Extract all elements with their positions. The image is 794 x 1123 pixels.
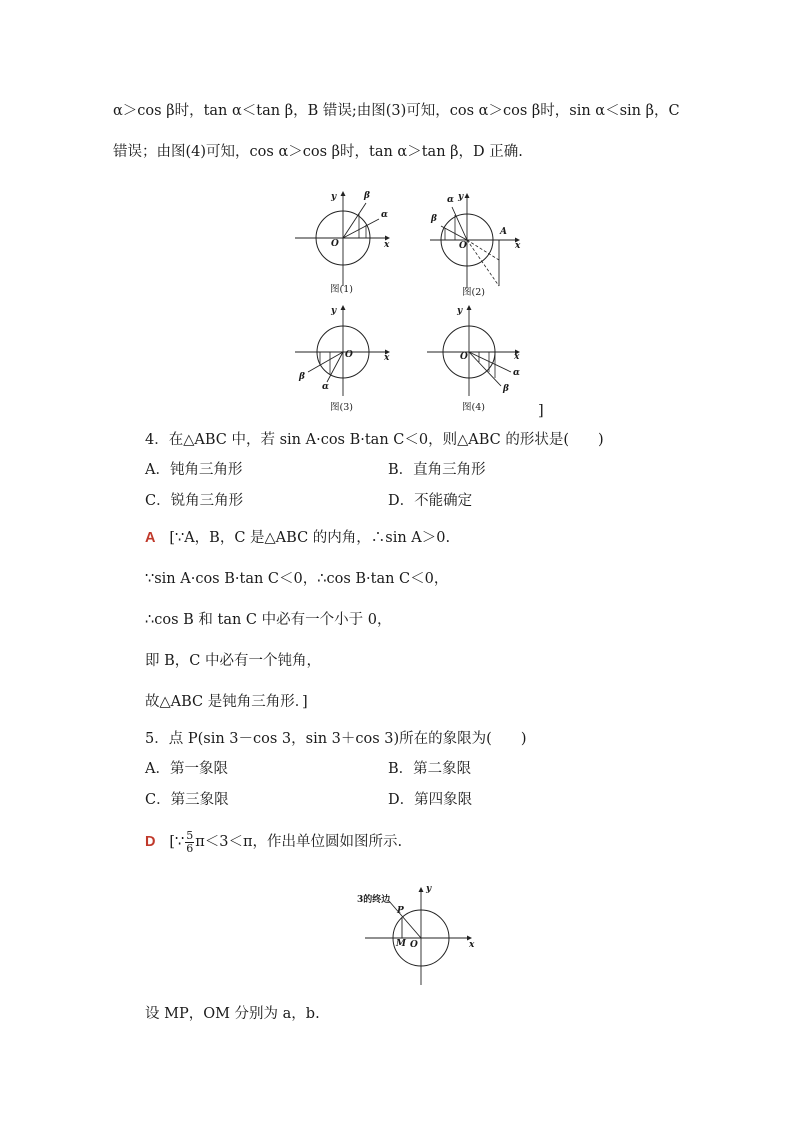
fig5-m-label: M bbox=[396, 939, 406, 949]
fig4-alpha-label: α bbox=[513, 368, 520, 378]
figure-3 bbox=[293, 300, 403, 400]
fig1-beta-label: β bbox=[364, 191, 370, 201]
fig4-caption: 图(4) bbox=[462, 402, 485, 413]
q4-answer-badge: A bbox=[145, 530, 156, 546]
q5-solution-post: π＜3＜π，作出单位圆如图所示. bbox=[195, 834, 403, 850]
intro-line-2: 错误；由图(4)可知，cos α＞cos β时，tan α＞tan β，D 正确. bbox=[113, 144, 523, 160]
q5-solution-pre: [∵ bbox=[169, 834, 185, 850]
figure-1 bbox=[293, 186, 403, 296]
fig1-x-label: x bbox=[384, 240, 390, 250]
q5-solution-line-1 bbox=[145, 828, 402, 856]
q5-stem: 5．点 P(sin 3－cos 3，sin 3＋cos 3)所在的象限为( ) bbox=[145, 731, 527, 747]
fig2-caption: 图(2) bbox=[462, 287, 485, 298]
q4-option-a: A．钝角三角形 bbox=[145, 462, 243, 478]
q5-option-b: B．第二象限 bbox=[388, 761, 472, 777]
q4-solution-line-2: ∵sin A·cos B·tan C＜0，∴cos B·tan C＜0， bbox=[145, 571, 449, 587]
fig2-x-label: x bbox=[515, 241, 521, 251]
figure-2 bbox=[425, 188, 535, 298]
fig2-alpha-label: α bbox=[447, 195, 454, 205]
figures-closing-bracket: ] bbox=[538, 403, 544, 419]
fig3-alpha-label: α bbox=[322, 382, 329, 392]
q4-solution-line-1 bbox=[145, 531, 450, 546]
q5-option-d: D．第四象限 bbox=[388, 792, 473, 808]
fig4-x-label: x bbox=[514, 352, 520, 362]
fig1-origin-label: O bbox=[331, 239, 339, 249]
fig4-beta-label: β bbox=[503, 384, 509, 394]
fraction-denominator: 6 bbox=[186, 841, 194, 855]
fig5-x-label: x bbox=[469, 940, 475, 950]
fig3-origin-label: O bbox=[345, 350, 353, 360]
fig1-y-label: y bbox=[331, 192, 337, 202]
figure-4 bbox=[425, 300, 535, 400]
fig2-y-label: y bbox=[458, 192, 464, 202]
q5-solution-last-line: 设 MP，OM 分别为 a，b. bbox=[145, 1006, 320, 1022]
fig4-origin-label: O bbox=[460, 352, 468, 362]
fig5-p-label: P bbox=[397, 906, 404, 916]
fig3-y-label: y bbox=[331, 306, 337, 316]
q4-solution-text-1: [∵A，B，C 是△ABC 的内角，∴sin A＞0. bbox=[169, 530, 451, 546]
q4-solution-line-5: 故△ABC 是钝角三角形．] bbox=[145, 694, 308, 710]
fraction-numerator: 5 bbox=[186, 828, 194, 842]
fig2-a-label: A bbox=[500, 227, 507, 237]
q4-option-c: C．锐角三角形 bbox=[145, 493, 244, 509]
fig4-y-label: y bbox=[457, 306, 463, 316]
q5-option-c: C．第三象限 bbox=[145, 792, 229, 808]
fig5-y-label: y bbox=[426, 884, 432, 894]
fig2-beta-label: β bbox=[431, 214, 437, 224]
fig5-origin-label: O bbox=[410, 940, 418, 950]
figure-5-unit-circle bbox=[355, 880, 485, 990]
q5-answer-badge: D bbox=[145, 834, 156, 850]
fraction-five-sixths bbox=[185, 830, 194, 854]
q4-solution-line-4: 即 B，C 中必有一个钝角， bbox=[145, 653, 321, 669]
q4-solution-line-3: ∴cos B 和 tan C 中必有一个小于 0， bbox=[145, 612, 392, 628]
fig5-terminal-side-label: 3的终边 bbox=[357, 895, 391, 905]
q4-option-b: B．直角三角形 bbox=[388, 462, 486, 478]
fig3-caption: 图(3) bbox=[330, 402, 353, 413]
fig3-beta-label: β bbox=[299, 372, 305, 382]
fig1-alpha-label: α bbox=[381, 210, 388, 220]
q4-stem: 4．在△ABC 中，若 sin A·cos B·tan C＜0，则△ABC 的形状是( ) bbox=[145, 432, 604, 448]
intro-line-1: α＞cos β时，tan α＜tan β，B 错误;由图(3)可知，cos α＞cos β时，sin α＜sin β，C bbox=[113, 103, 680, 119]
fig2-origin-label: O bbox=[459, 241, 467, 251]
q4-option-d: D．不能确定 bbox=[388, 493, 473, 509]
q5-option-a: A．第一象限 bbox=[145, 761, 228, 777]
fig1-caption: 图(1) bbox=[330, 284, 353, 295]
fig3-x-label: x bbox=[384, 353, 390, 363]
